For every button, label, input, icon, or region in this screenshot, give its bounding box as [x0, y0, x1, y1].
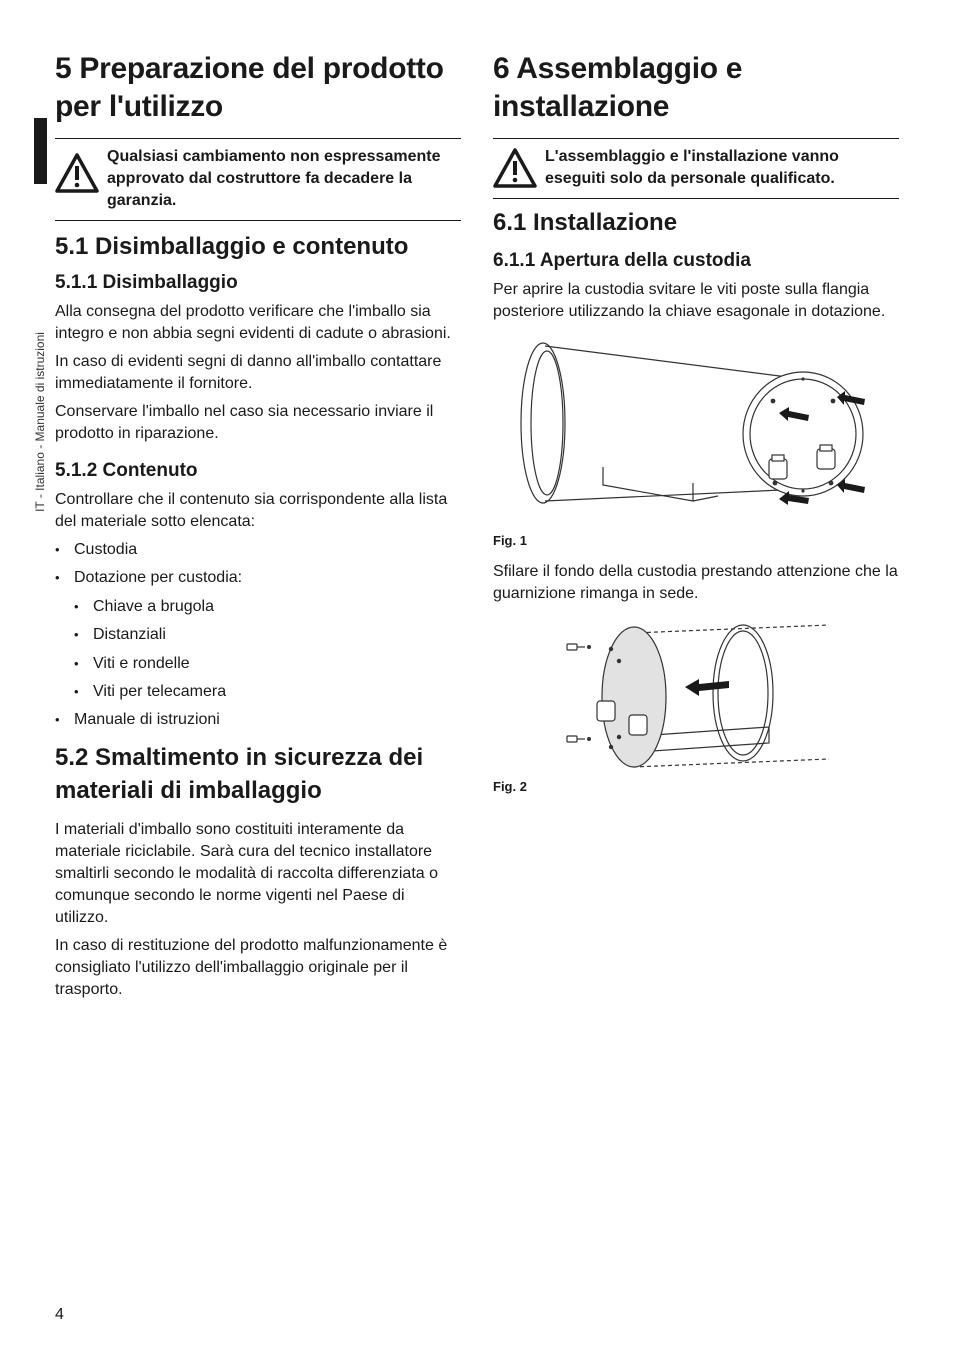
- list-item: • Manuale di istruzioni: [55, 709, 461, 731]
- list-item: • Dotazione per custodia:: [55, 567, 461, 589]
- warning-icon: [55, 153, 99, 193]
- paragraph-disposal-1: I materiali d'imballo sono costituiti interamente da materiale riciclabile. Sarà cura del tecnico installatore smaltirli secondo le modalità di raccolta differenziata o comunque secondo le norme vigenti nel Paese di utilizzo.: [55, 821, 439, 927]
- heading-6-1-1: 6.1.1 Apertura della custodia: [493, 250, 751, 271]
- paragraph-contents: Controllare che il contenuto sia corrispondente alla lista del materiale sotto elencata:: [55, 491, 448, 530]
- paragraph-unpacking-3: Conservare l'imballo nel caso sia necessario inviare il prodotto in riparazione.: [55, 403, 434, 442]
- heading-5-1-1: 5.1.1 Disimballaggio: [55, 272, 238, 293]
- side-label: IT - Italiano - Manuale di istruzioni: [33, 332, 47, 512]
- warning-icon: [493, 148, 537, 188]
- heading-section-6: 6 Assemblaggio e installazione: [493, 52, 743, 123]
- left-column: [55, 50, 461, 1007]
- paragraph-remove-bottom: Sfilare il fondo della custodia prestando attenzione che la guarnizione rimanga in sede.: [493, 563, 898, 602]
- figure-2: [493, 619, 899, 795]
- list-item: • Custodia: [55, 539, 461, 561]
- heading-5-1-2: 5.1.2 Contenuto: [55, 460, 198, 481]
- paragraph-disposal-2: In caso di restituzione del prodotto malfunzionamente è consigliato l'utilizzo dell'imballaggio originale per il trasporto.: [55, 937, 448, 999]
- page-number: 4: [55, 1306, 64, 1323]
- figure-1-caption: Fig. 1: [493, 533, 527, 548]
- contents-list: [55, 539, 461, 731]
- housing-exploded-illustration: [493, 619, 899, 787]
- list-item: • Viti per telecamera: [74, 681, 461, 703]
- heading-5-1: 5.1 Disimballaggio e contenuto: [55, 233, 409, 260]
- right-column: [493, 50, 899, 795]
- warning-text: L'assemblaggio e l'installazione vanno eseguiti solo da personale qualificato.: [545, 148, 839, 187]
- paragraph-opening: Per aprire la custodia svitare le viti poste sulla flangia posteriore utilizzando la chiave esagonale in dotazione.: [493, 281, 886, 320]
- warning-box-warranty: [55, 138, 461, 221]
- list-item: • Chiave a brugola: [74, 596, 461, 618]
- paragraph-unpacking-2: In caso di evidenti segni di danno all'imballo contattare immediatamente il fornitore.: [55, 353, 442, 392]
- figure-1: [493, 341, 899, 548]
- figure-2-caption: Fig. 2: [493, 779, 527, 794]
- list-item: • Distanziali: [74, 624, 461, 646]
- housing-rear-illustration: [493, 341, 899, 531]
- warning-box-installation: [493, 138, 899, 199]
- warning-text: Qualsiasi cambiamento non espressamente approvato dal costruttore fa decadere la garanzia.: [107, 148, 441, 209]
- paragraph-unpacking-1: Alla consegna del prodotto verificare che l'imballo sia integro e non abbia segni evidenti di cadute o abrasioni.: [55, 303, 451, 342]
- heading-section-5: 5 Preparazione del prodotto per l'utilizzo: [55, 52, 444, 123]
- side-tab-marker: [34, 118, 47, 184]
- list-item: • Viti e rondelle: [74, 653, 461, 675]
- heading-6-1: 6.1 Installazione: [493, 209, 678, 236]
- heading-5-2: 5.2 Smaltimento in sicurezza dei materiali di imballaggio: [55, 744, 424, 805]
